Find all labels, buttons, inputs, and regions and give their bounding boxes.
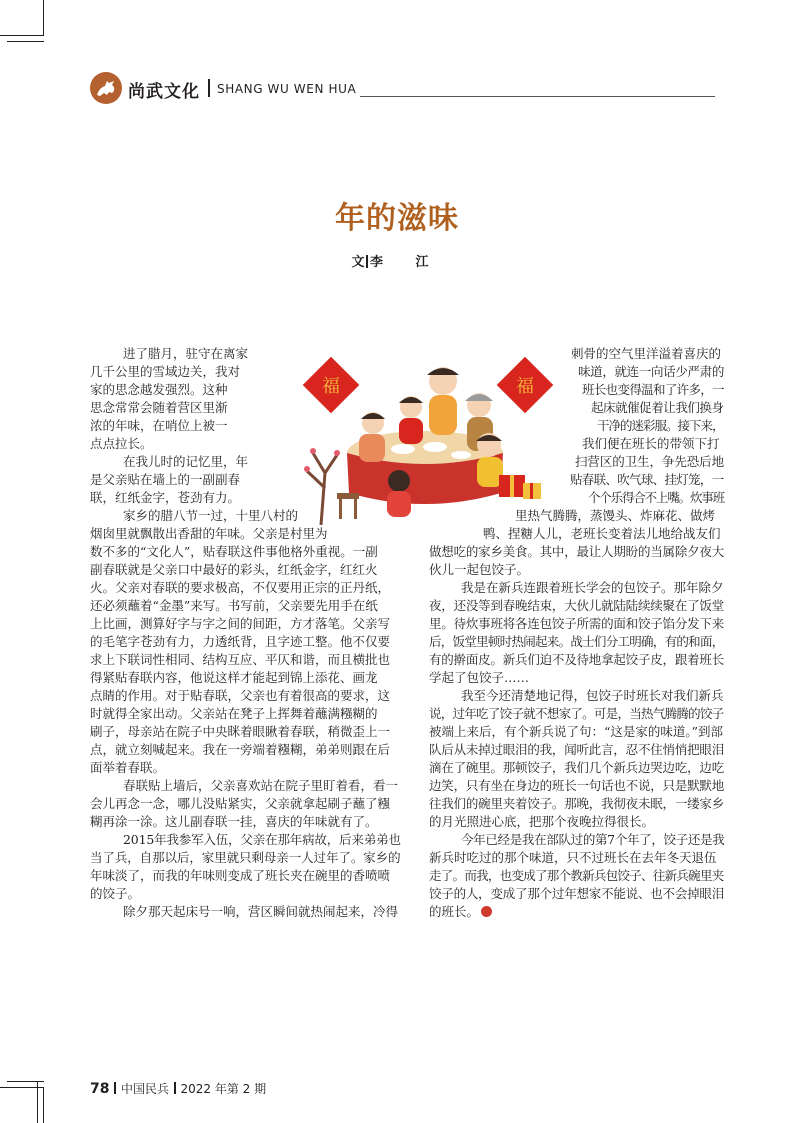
byline-prefix: 文 xyxy=(351,255,365,270)
body-line: 鸭、捏糖人儿，老班长变着法儿地给战友们 xyxy=(483,526,721,541)
body-line: 扫营区的卫生，争先恐后地 xyxy=(575,454,725,469)
body-line: 贴春联、吹气球、挂灯笼，一 xyxy=(570,472,724,487)
body-line: 我是在新兵连跟着班长学会的包饺子。那年除夕 xyxy=(461,580,724,595)
magazine-name: 中国民兵 xyxy=(120,1082,169,1096)
body-line: 刺骨的空气里洋溢着喜庆的 xyxy=(571,346,722,361)
fu-diamond-left xyxy=(303,357,360,414)
footer-divider xyxy=(114,1082,116,1094)
body-line: 思念常常会随着营区里渐 xyxy=(90,400,228,415)
body-line: 烟囱里就飘散出香甜的年味。父亲是村里为 xyxy=(90,526,328,541)
body-line: 点睛的作用。对于贴春联，父亲也有着很高的要求，这 xyxy=(90,688,391,703)
article-title: 年的滋味 xyxy=(335,201,459,236)
body-line: 我至今还清楚地记得，包饺子时班长对我们新兵 xyxy=(461,688,724,703)
body-line: 糊再涂一涂。这儿副春联一挂，喜庆的年味就有了。 xyxy=(90,814,378,829)
body-line: 我们便在班长的带领下打 xyxy=(582,436,720,451)
column-logo-icon xyxy=(90,72,122,104)
body-line: 家乡的腊八节一过，十里八村的 xyxy=(123,508,299,523)
body-line: 年味淡了，而我的年味则变成了班长夹在碗里的香喷喷 xyxy=(90,868,391,883)
body-line: 里热气腾腾，蒸馒头、炸麻花、做烤 xyxy=(515,508,716,523)
crop-mark xyxy=(7,41,44,42)
body-line: 班长也变得温和了许多，一 xyxy=(582,382,725,397)
end-of-article-icon xyxy=(481,906,492,917)
body-line: 春联贴上墙后，父亲喜欢站在院子里盯着看，看一 xyxy=(123,778,399,793)
body-line: 浓的年味，在哨位上被一 xyxy=(90,418,228,433)
body-line: 得紧贴春联内容，他说这样才能起到锦上添花、画龙 xyxy=(90,670,378,685)
body-line: 饺子的人，变成了那个过年想家不能说、也不会掉眼泪 xyxy=(429,886,725,901)
body-line: 味道，就连一向话少严肃的 xyxy=(578,364,725,379)
body-line: 2015年我参军入伍，父亲在那年病故，后来弟弟也 xyxy=(123,832,401,847)
body-line: 上比画，测算好字与字之间的间距，方才落笔。父亲写 xyxy=(90,616,391,631)
header-rule xyxy=(360,96,715,97)
crop-mark xyxy=(37,1081,38,1123)
body-line: 里。待炊事班将各连包饺子所需的面和饺子馅分发下来 xyxy=(429,616,725,631)
body-line: 新兵时吃过的那个味道，只不过班长在去年冬天退伍 xyxy=(429,850,717,865)
body-line: 求上下联词性相同、结构互应、平仄和谐，而且横批也 xyxy=(90,652,391,667)
body-line: 队后从未掉过眼泪的我，闻听此言，忍不住悄悄把眼泪 xyxy=(429,742,725,757)
body-line: 干净的迷彩服。接下来， xyxy=(597,418,724,433)
crop-mark xyxy=(7,1081,44,1082)
body-line: 点点拉长。 xyxy=(90,436,153,451)
body-line: 边笑，只有坐在身边的班长一句话也不说，只是默默地 xyxy=(429,778,725,793)
body-line: 副春联就是父亲口中最好的彩头，红纸金字，红红火 xyxy=(90,562,378,577)
body-line: 数不多的“文化人”，贴春联这件事他格外重视。一副 xyxy=(90,544,378,559)
byline-divider xyxy=(366,255,368,268)
body-line: 的毛笔字苍劲有力，力透纸背，且字迹工整。他不仅要 xyxy=(90,634,391,649)
crop-mark xyxy=(43,0,44,36)
body-line: 家的思念越发强烈。这种 xyxy=(90,382,228,397)
body-line: 还必须蘸着“金墨”来写。书写前，父亲要先用手在纸 xyxy=(90,598,378,613)
body-line: 起床就催促着让我们换身 xyxy=(591,400,724,415)
footer-divider xyxy=(174,1082,176,1094)
body-line: 在我儿时的记忆里，年 xyxy=(123,454,249,469)
fu-diamond-right xyxy=(497,357,554,414)
body-line: 后，饭堂里顿时热闹起来。战士们分工明确，有的和面， xyxy=(429,634,724,649)
body-line: 联，红纸金字，苍劲有力。 xyxy=(90,490,241,505)
body-line: 往我们的碗里夹着饺子。那晚，我彻夜未眠，一缕家乡 xyxy=(429,796,725,811)
crop-mark xyxy=(0,35,44,36)
body-line: 是父亲贴在墙上的一副副春 xyxy=(90,472,241,487)
body-line: 说，过年吃了饺子就不想家了。可是，当热气腾腾的饺子 xyxy=(429,706,724,721)
body-line: 当了兵，自那以后，家里就只剩母亲一人过年了。家乡的 xyxy=(90,850,401,865)
body-line: 学起了包饺子…… xyxy=(429,670,530,685)
column-name: 尚武文化 xyxy=(128,82,200,102)
column-name-en: SHANG WU WEN HUA xyxy=(217,82,357,96)
byline xyxy=(0,251,794,270)
body-line: 有的擀面皮。新兵们迫不及待地拿起饺子皮，跟着班长 xyxy=(429,652,725,667)
body-line: 点，就立刻喊起来。我在一旁端着糨糊，弟弟则跟在后 xyxy=(90,742,391,757)
new-year-family-dinner-illustration xyxy=(293,343,555,525)
body-line: 今年已经是我在部队过的第7个年了，饺子还是我 xyxy=(461,832,725,847)
body-line: 会儿再念一念，哪儿没贴紧实，父亲就拿起刷子蘸了糨 xyxy=(90,796,391,811)
svg-text:福: 福 xyxy=(516,376,534,397)
body-line: 伙儿一起包饺子。 xyxy=(429,562,530,577)
body-line: 被端上来后，有个新兵说了句：“这是家的味道。”到部 xyxy=(429,724,724,739)
author-name: 李 江 xyxy=(369,255,443,270)
body-line: 进了腊月，驻守在离家 xyxy=(123,346,249,361)
body-line: 刷子，母亲站在院子中央眯着眼瞅着春联，稍微歪上一 xyxy=(90,724,391,739)
body-line: 走了。而我，也变成了那个教新兵包饺子、往新兵碗里夹 xyxy=(429,868,724,883)
body-line: 的饺子。 xyxy=(90,886,141,901)
body-line: 火。父亲对春联的要求极高，不仅要用正宗的正丹纸， xyxy=(90,580,391,595)
crop-mark xyxy=(43,1087,44,1123)
body-line: 面举着春联。 xyxy=(90,760,166,775)
body-line: 滴在了碗里。那顿饺子，我们几个新兵边哭边吃，边吃 xyxy=(429,760,725,775)
svg-text:福: 福 xyxy=(322,376,340,397)
page-footer xyxy=(90,1080,266,1097)
body-line: 几千公里的雪域边关，我对 xyxy=(90,364,241,379)
body-line: 的班长。 xyxy=(429,903,492,921)
page-number: 78 xyxy=(90,1081,110,1097)
body-line: 除夕那天起床号一响，营区瞬间就热闹起来，冷得 xyxy=(123,904,399,919)
body-line: 个个乐得合不上嘴。炊事班 xyxy=(588,490,725,505)
issue-label: 2022 年第 2 期 xyxy=(180,1082,267,1096)
body-line: 夜，还没等到春晚结束，大伙儿就陆陆续续聚在了饭堂 xyxy=(429,598,725,613)
column-divider xyxy=(208,79,210,97)
body-line: 的月光照进心底，把那个夜晚拉得很长。 xyxy=(429,814,655,829)
body-line: 做想吃的家乡美食。其中，最让人期盼的当属除夕夜大 xyxy=(429,544,725,559)
body-line: 时就得全家出动。父亲站在凳子上挥舞着蘸满糨糊的 xyxy=(90,706,378,721)
